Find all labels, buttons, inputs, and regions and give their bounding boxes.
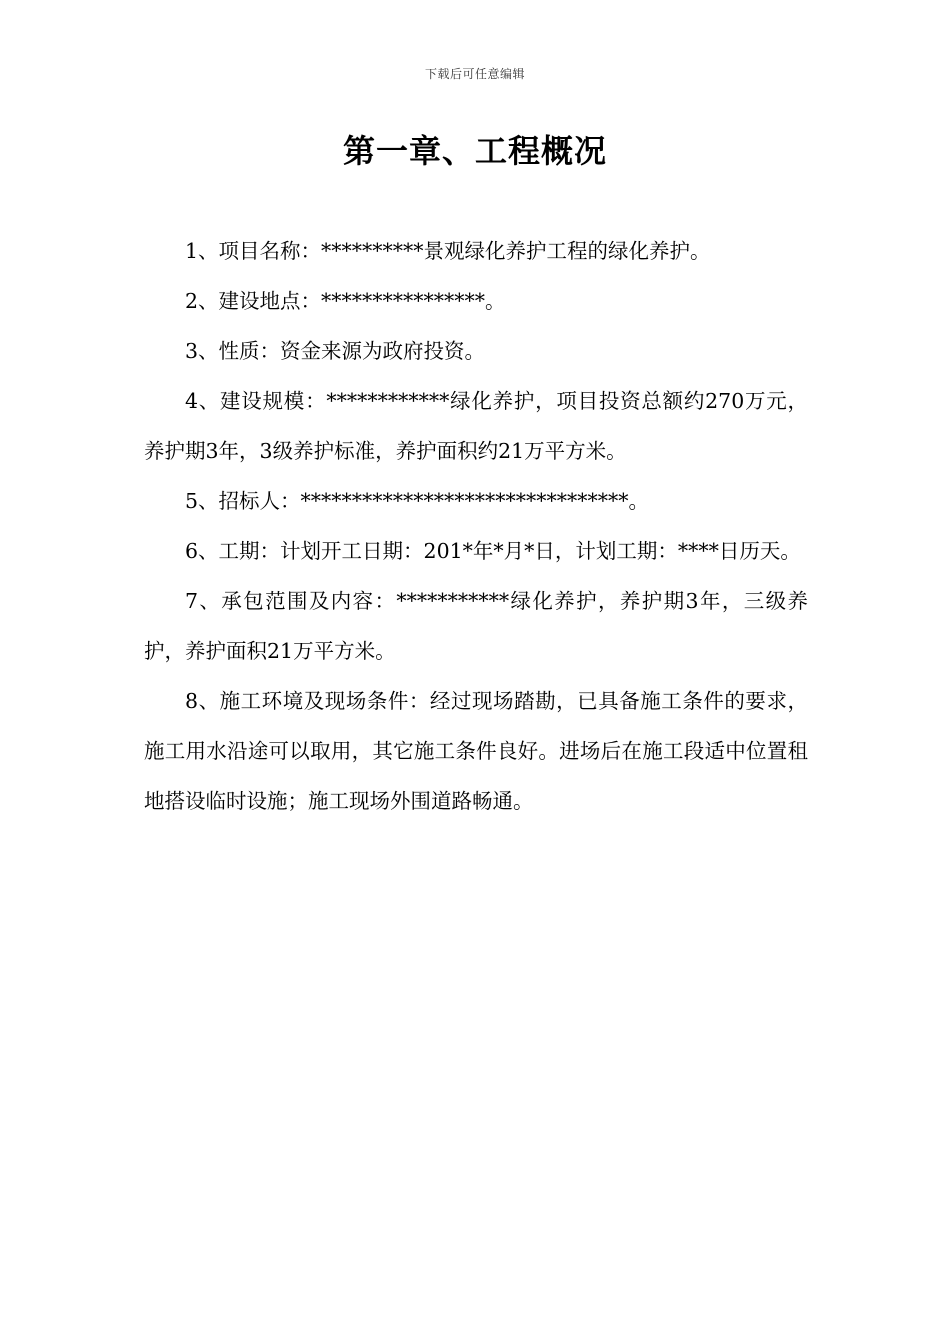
paragraph-schedule: 6、工期：计划开工日期：201*年*月*日，计划工期：****日历天。 [185,539,801,563]
paragraph-location: 2、建设地点：****************。 [185,289,506,313]
paragraph-tenderer: 5、招标人：********************************。 [185,489,650,513]
paragraph-scope: 7、承包范围及内容：***********绿化养护，养护期3年，三级养护，养护面积21万平方米。 [144,589,808,663]
chapter-title: 第一章、工程概况 [342,132,607,170]
header-note: 下载后可任意编辑 [424,67,525,81]
document-body [144,226,808,826]
paragraph-scale: 4、建设规模：************绿化养护，项目投资总额约270万元，养护期3年，3级养护标准，养护面积约21万平方米。 [144,389,808,463]
paragraph-nature: 3、性质：资金来源为政府投资。 [185,339,486,363]
paragraph-site-conditions: 8、施工环境及现场条件：经过现场踏勘，已具备施工条件的要求，施工用水沿途可以取用，其它施工条件良好。进场后在施工段适中位置租地搭设临时设施；施工现场外围道路畅通。 [144,689,808,813]
paragraph-project-name: 1、项目名称：**********景观绿化养护工程的绿化养护。 [185,239,711,263]
